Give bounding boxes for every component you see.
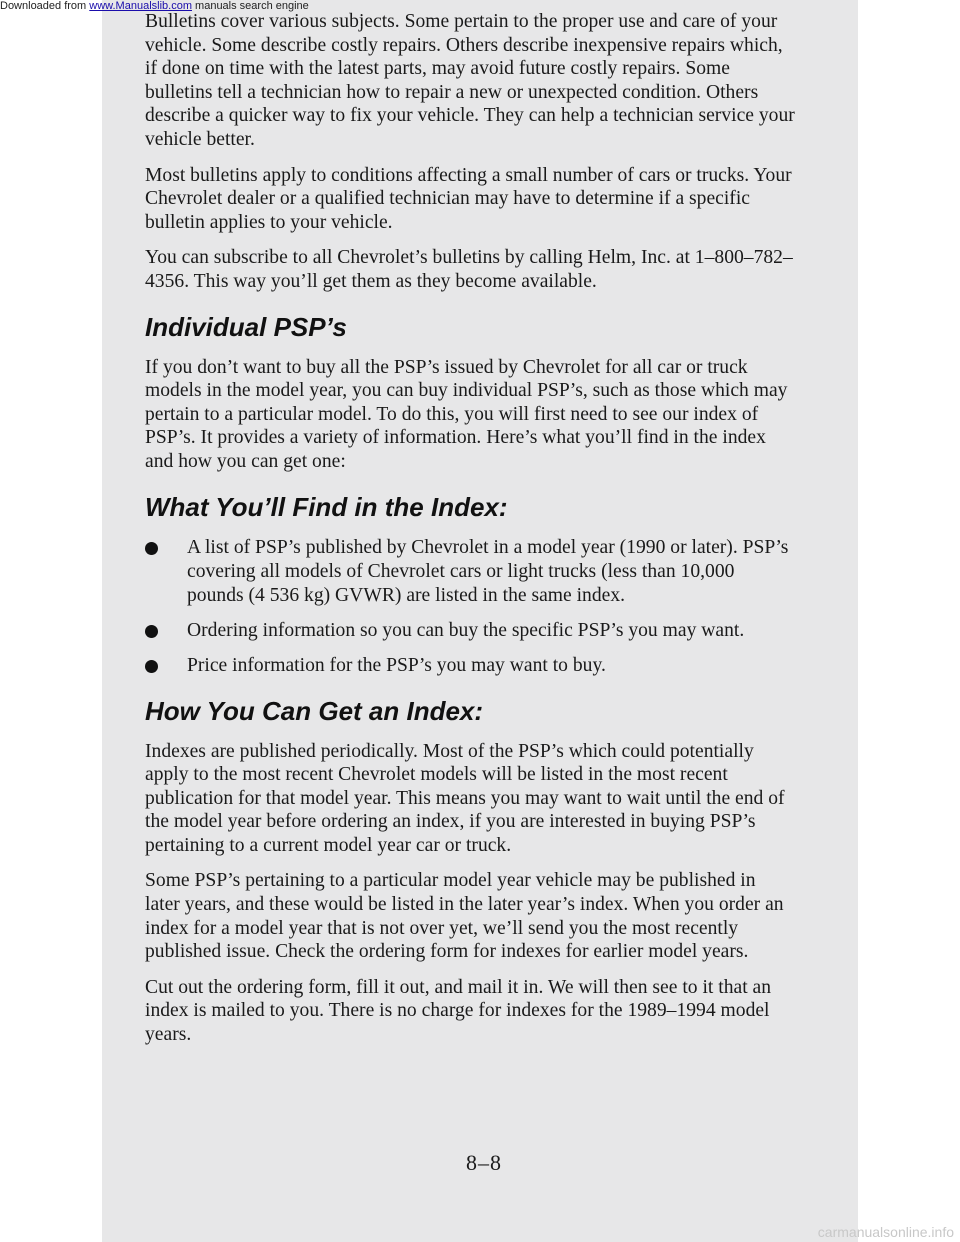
list-item-text: Price information for the PSP’s you may want to buy. [187,654,606,676]
heading-how-to-get-index: How You Can Get an Index: [145,695,484,726]
bullet-icon [145,625,158,638]
bullet-icon [145,660,158,673]
get-index-paragraph-2: Some PSP’s pertaining to a particular model year vehicle may be published in later years, and these would be listed in the later year’s index. When you order an index for a model year that is not over yet, we’ll send you the most recently published issue. Check the ordering form for indexes for earlier model years. [145,870,784,963]
heading-individual-psps: Individual PSP’s [145,311,347,342]
index-contents-list [145,536,795,678]
list-item-text: A list of PSP’s published by Chevrolet in a model year (1990 or later). PSP’s covering all models of Chevrolet cars or light trucks (less than 10,000 pounds (4 536 kg) GVWR) are listed in the same index. [187,536,789,606]
list-item-text: Ordering information so you can buy the specific PSP’s you may want. [187,619,745,641]
banner-prefix: Downloaded from [0,0,90,12]
site-watermark: carmanualsonline.info [817,1224,954,1240]
bullet-icon [145,542,158,555]
heading-what-youll-find: What You’ll Find in the Index: [145,491,508,522]
page-content [145,10,795,1059]
banner-suffix: manuals search engine [191,0,309,12]
manualslib-link[interactable]: www.Manualslib.com [89,0,192,12]
get-index-paragraph-1: Indexes are published periodically. Most of the PSP’s which could potentially apply to the most recent Chevrolet models will be listed in the most recent publication for that model year. This means you may want to wait until the end of the model year before ordering an index, if you are interested in buying PSP’s pertaining to a current model year car or truck. [145,740,785,856]
individual-psps-paragraph: If you don’t want to buy all the PSP’s issued by Chevrolet for all car or truck models in the model year, you can buy individual PSP’s, such as those which may pertain to a particular model. To do this, you will first need to see our index of PSP’s. It provides a variety of information. Here’s what you’ll find in the index and how you can get one: [145,356,788,472]
page-number: 8–8 [466,1150,502,1175]
list-item [145,654,795,678]
list-item [145,536,795,608]
list-item [145,619,795,643]
intro-paragraph-2: Most bulletins apply to conditions affecting a small number of cars or trucks. Your Chevrolet dealer or a qualified technician may have to determine if a specific bulletin applies to your vehicle. [145,164,792,233]
get-index-paragraph-3: Cut out the ordering form, fill it out, and mail it in. We will then see to it that an index is mailed to you. There is no charge for indexes for the 1989–1994 model years. [145,976,772,1046]
intro-paragraph-1: Bulletins cover various subjects. Some pertain to the proper use and care of your vehicle. Some describe costly repairs. Others describe inexpensive repairs which, if done on time with the latest parts, may avoid future costly repairs. Some bulletins tell a technician how to repair a new or unexpected condition. Others describe a quicker way to fix your vehicle. They can help a technician service your vehicle better. [145,11,795,150]
intro-paragraph-3: You can subscribe to all Chevrolet’s bulletins by calling Helm, Inc. at 1–800–782–4356. This way you’ll get them as they become available. [145,247,793,292]
